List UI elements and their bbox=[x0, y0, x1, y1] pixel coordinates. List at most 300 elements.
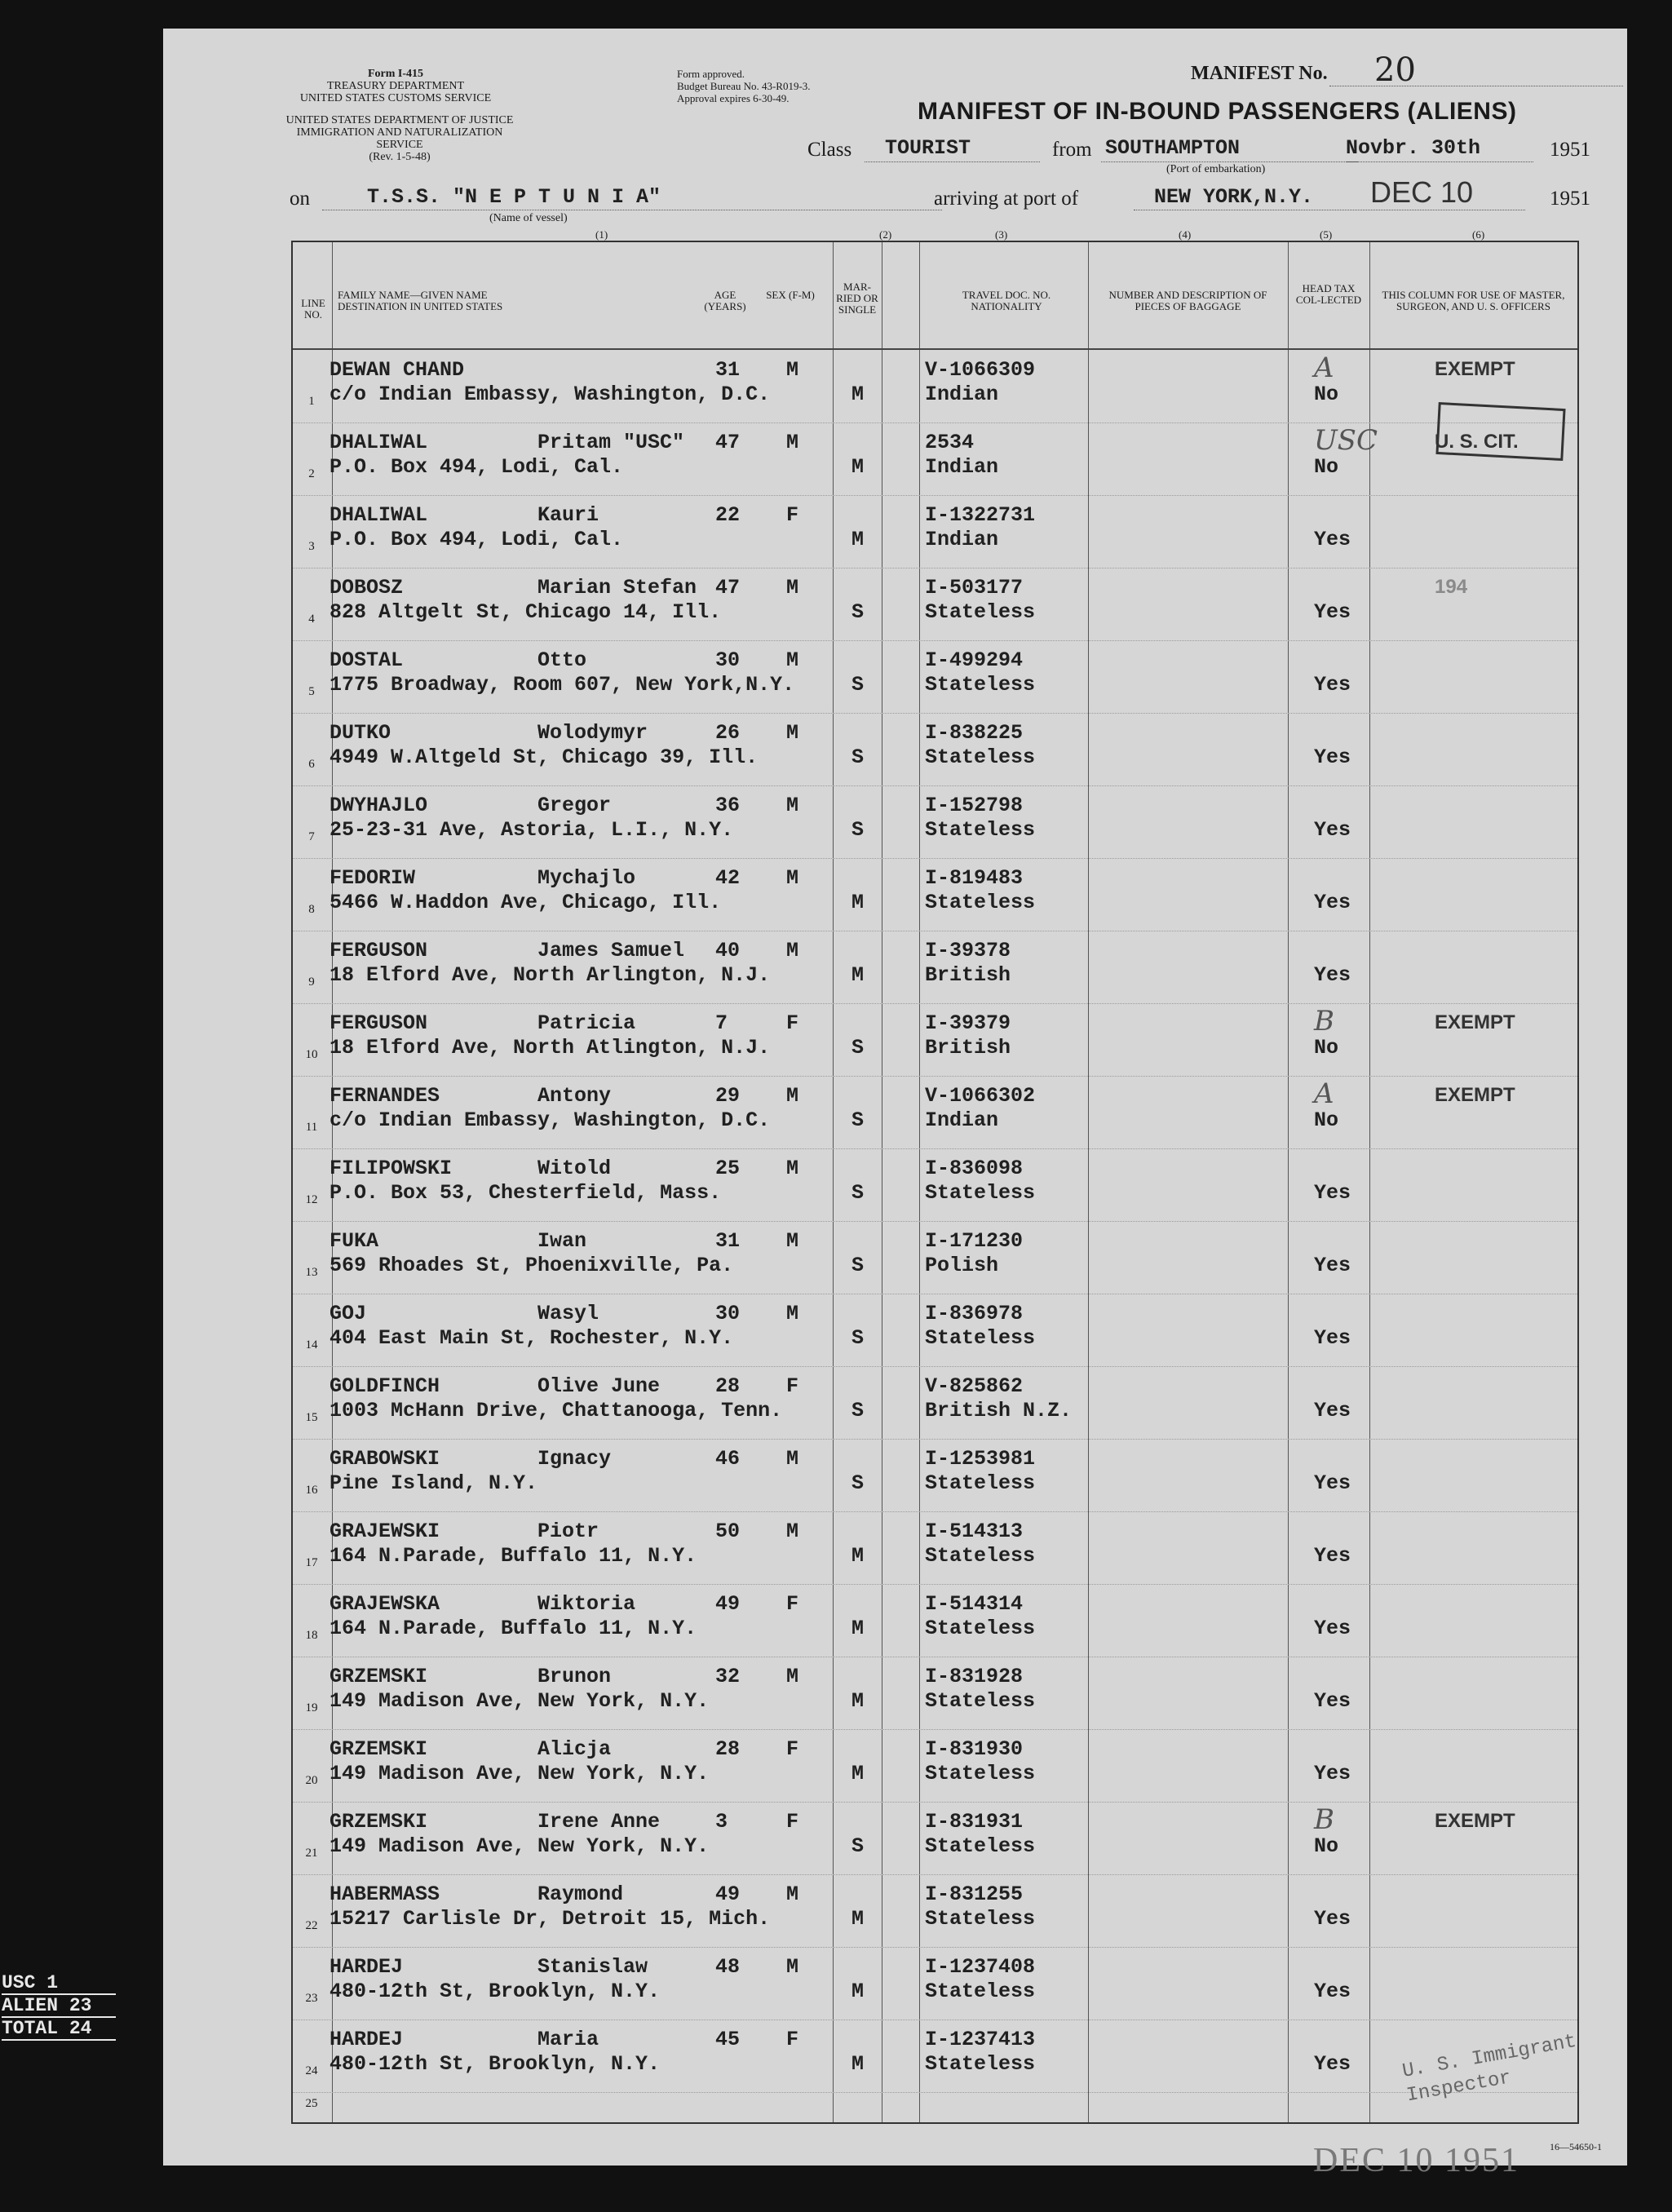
head-tax-collected: Yes bbox=[1314, 1254, 1351, 1277]
marital-status: S bbox=[851, 1254, 865, 1277]
line-number: 10 bbox=[305, 1048, 318, 1061]
colnum-3: (3) bbox=[995, 228, 1008, 241]
officer-stamp: EXEMPT bbox=[1435, 358, 1515, 380]
given-name: Mychajlo bbox=[537, 866, 636, 890]
col-officers-header: THIS COLUMN FOR USE OF MASTER, SURGEON, AND U. S. OFFICERS bbox=[1382, 289, 1565, 312]
class-underline bbox=[865, 161, 1040, 162]
family-name: GRZEMSKI bbox=[330, 1810, 428, 1834]
head-tax-collected: Yes bbox=[1314, 1907, 1351, 1931]
given-name: James Samuel bbox=[537, 939, 685, 962]
head-tax-note: A bbox=[1314, 1077, 1334, 1110]
sex: M bbox=[786, 794, 799, 817]
age: 7 bbox=[715, 1011, 728, 1035]
sex: M bbox=[786, 1882, 799, 1906]
arriving-label: arriving at port of bbox=[934, 188, 1079, 210]
table-row bbox=[293, 858, 1577, 931]
marital-status: M bbox=[851, 2052, 865, 2076]
family-name: FUKA bbox=[330, 1229, 379, 1253]
head-tax-collected: No bbox=[1314, 383, 1339, 406]
officer-stamp: U. S. CIT. bbox=[1435, 431, 1519, 453]
table-row bbox=[293, 1148, 1577, 1222]
sex: M bbox=[786, 358, 799, 382]
travel-doc-number: I-39378 bbox=[925, 939, 1011, 962]
line-number: 23 bbox=[305, 1992, 318, 2005]
col-name-header: FAMILY NAME—GIVEN NAME DESTINATION IN UNITED STATES bbox=[338, 289, 503, 312]
table-row bbox=[293, 1003, 1577, 1077]
colnum-2: (2) bbox=[879, 228, 892, 241]
nationality: Indian bbox=[925, 383, 999, 406]
head-tax-collected: Yes bbox=[1314, 528, 1351, 551]
summary-box bbox=[2, 1972, 116, 2041]
line-number: 6 bbox=[308, 758, 315, 771]
arrival-date-stamp: DEC 10 bbox=[1370, 175, 1474, 209]
nationality: Stateless bbox=[925, 1689, 1036, 1713]
given-name: Antony bbox=[537, 1084, 612, 1108]
col-sex-header: SEX (F-M) bbox=[766, 289, 815, 301]
officer-stamp: EXEMPT bbox=[1435, 1084, 1515, 1106]
nationality: Stateless bbox=[925, 1326, 1036, 1350]
family-name: FERGUSON bbox=[330, 1011, 428, 1035]
marital-status: M bbox=[851, 891, 865, 914]
head-tax-collected: Yes bbox=[1314, 963, 1351, 987]
sex: M bbox=[786, 648, 799, 672]
head-tax-collected: Yes bbox=[1314, 1689, 1351, 1713]
destination-address: 5466 W.Haddon Ave, Chicago, Ill. bbox=[330, 891, 722, 914]
line-number: 11 bbox=[305, 1121, 318, 1134]
age: 47 bbox=[715, 431, 741, 454]
nationality: British N.Z. bbox=[925, 1399, 1073, 1422]
age: 26 bbox=[715, 721, 741, 745]
sex: M bbox=[786, 1302, 799, 1325]
age: 40 bbox=[715, 939, 741, 962]
embark-note: (Port of embarkation) bbox=[1166, 163, 1266, 175]
marital-status: M bbox=[851, 1907, 865, 1931]
line-number: 25 bbox=[305, 2097, 318, 2110]
travel-doc-number: I-836098 bbox=[925, 1157, 1024, 1180]
usc-box-border bbox=[1435, 402, 1565, 461]
given-name: Pritam "USC" bbox=[537, 431, 685, 454]
line-number: 15 bbox=[305, 1411, 318, 1424]
family-name: DHALIWAL bbox=[330, 431, 428, 454]
line-number: 12 bbox=[305, 1193, 318, 1206]
marital-status: S bbox=[851, 1036, 865, 1060]
line-number: 19 bbox=[305, 1701, 318, 1714]
line-number: 24 bbox=[305, 2064, 318, 2077]
head-tax-collected: Yes bbox=[1314, 2052, 1351, 2076]
destination-address: 18 Elford Ave, North Atlington, N.J. bbox=[330, 1036, 771, 1060]
travel-doc-number: I-514313 bbox=[925, 1520, 1024, 1543]
given-name: Maria bbox=[537, 2028, 599, 2051]
travel-doc-number: I-1253981 bbox=[925, 1447, 1036, 1471]
travel-doc-number: I-152798 bbox=[925, 794, 1024, 817]
given-name: Otto bbox=[537, 648, 587, 672]
table-row bbox=[293, 1874, 1577, 1948]
family-name: FILIPOWSKI bbox=[330, 1157, 453, 1180]
travel-doc-number: 2534 bbox=[925, 431, 975, 454]
given-name: Stanislaw bbox=[537, 1955, 648, 1979]
summary-usc: USC 1 bbox=[2, 1972, 59, 1993]
marital-status: M bbox=[851, 1689, 865, 1713]
customs-label: UNITED STATES CUSTOMS SERVICE bbox=[299, 92, 492, 104]
nationality: Stateless bbox=[925, 1834, 1036, 1858]
table-row bbox=[293, 1729, 1577, 1803]
head-tax-collected: Yes bbox=[1314, 1544, 1351, 1568]
col-baggage-header: NUMBER AND DESCRIPTION OF PIECES OF BAGGAGE bbox=[1108, 289, 1267, 312]
sex: M bbox=[786, 1229, 799, 1253]
line-number: 14 bbox=[305, 1338, 318, 1352]
line-number: 5 bbox=[308, 685, 315, 698]
destination-address: 480-12th St, Brooklyn, N.Y. bbox=[330, 1980, 661, 2003]
colnum-5: (5) bbox=[1320, 228, 1333, 241]
sex: M bbox=[786, 939, 799, 962]
colnum-1: (1) bbox=[595, 228, 608, 241]
sex: F bbox=[786, 1374, 799, 1398]
destination-address: 569 Rhoades St, Phoenixville, Pa. bbox=[330, 1254, 734, 1277]
family-name: GRABOWSKI bbox=[330, 1447, 440, 1471]
nationality: Stateless bbox=[925, 818, 1036, 842]
table-row bbox=[293, 1802, 1577, 1875]
table-row bbox=[293, 568, 1577, 641]
family-name: HARDEJ bbox=[330, 2028, 404, 2051]
approval-block bbox=[677, 68, 881, 104]
nationality: Stateless bbox=[925, 1471, 1036, 1495]
head-tax-note: USC bbox=[1314, 424, 1378, 457]
nationality: Stateless bbox=[925, 1181, 1036, 1205]
line-number: 22 bbox=[305, 1919, 318, 1932]
line-number: 17 bbox=[305, 1556, 318, 1569]
line-number: 7 bbox=[308, 830, 315, 843]
nationality: Polish bbox=[925, 1254, 999, 1277]
officer-stamp: EXEMPT bbox=[1435, 1011, 1515, 1033]
approval-label: Form approved. bbox=[677, 68, 745, 80]
given-name: Witold bbox=[537, 1157, 612, 1180]
given-name: Marian Stefan bbox=[537, 576, 697, 599]
travel-doc-number: I-836978 bbox=[925, 1302, 1024, 1325]
departure-date: Novbr. 30th bbox=[1346, 136, 1481, 160]
marital-status: S bbox=[851, 673, 865, 697]
given-name: Patricia bbox=[537, 1011, 636, 1035]
given-name: Alicja bbox=[537, 1737, 612, 1761]
destination-address: 404 East Main St, Rochester, N.Y. bbox=[330, 1326, 734, 1350]
table-row bbox=[293, 931, 1577, 1004]
summary-total: TOTAL 24 bbox=[2, 2016, 116, 2041]
nationality: Stateless bbox=[925, 1907, 1036, 1931]
family-name: DOSTAL bbox=[330, 648, 404, 672]
given-name: Wasyl bbox=[537, 1302, 599, 1325]
form-agency-block bbox=[269, 68, 522, 104]
head-tax-collected: Yes bbox=[1314, 1471, 1351, 1495]
table-row bbox=[293, 640, 1577, 714]
sex: M bbox=[786, 1157, 799, 1180]
age: 30 bbox=[715, 648, 741, 672]
col-line-header: LINE NO. bbox=[301, 297, 325, 321]
head-tax-collected: Yes bbox=[1314, 1980, 1351, 2003]
family-name: GOJ bbox=[330, 1302, 367, 1325]
manifest-no-label: MANIFEST No. bbox=[1191, 63, 1328, 84]
from-label: from bbox=[1052, 139, 1092, 161]
marital-status: S bbox=[851, 1326, 865, 1350]
nationality: Stateless bbox=[925, 891, 1036, 914]
given-name: Olive June bbox=[537, 1374, 661, 1398]
head-tax-collected: Yes bbox=[1314, 1326, 1351, 1350]
given-name: Irene Anne bbox=[537, 1810, 661, 1834]
given-name: Brunon bbox=[537, 1665, 612, 1688]
sex: M bbox=[786, 866, 799, 890]
inspector-label: U. S. Immigrant Inspector bbox=[1400, 2030, 1578, 2108]
destination-address: 828 Altgelt St, Chicago 14, Ill. bbox=[330, 600, 722, 624]
marital-status: S bbox=[851, 1399, 865, 1422]
family-name: DUTKO bbox=[330, 721, 391, 745]
travel-doc-number: V-1066302 bbox=[925, 1084, 1036, 1108]
age: 31 bbox=[715, 1229, 741, 1253]
marital-status: S bbox=[851, 818, 865, 842]
arrival-port-value: NEW YORK,N.Y. bbox=[1154, 185, 1314, 209]
table-row bbox=[293, 422, 1577, 496]
age: 47 bbox=[715, 576, 741, 599]
destination-address: 149 Madison Ave, New York, N.Y. bbox=[330, 1834, 710, 1858]
table-row bbox=[293, 1439, 1577, 1512]
given-name: Gregor bbox=[537, 794, 612, 817]
nationality: British bbox=[925, 963, 1011, 987]
footer-date-stamp: DEC 10 1951 bbox=[1313, 2142, 1519, 2179]
departure-underline bbox=[1346, 161, 1533, 162]
head-tax-collected: Yes bbox=[1314, 1399, 1351, 1422]
officer-stamp: 194 bbox=[1435, 576, 1468, 598]
marital-status: M bbox=[851, 1980, 865, 2003]
given-name: Iwan bbox=[537, 1229, 587, 1253]
marital-status: M bbox=[851, 1544, 865, 1568]
table-row bbox=[293, 1584, 1577, 1657]
given-name: Wolodymyr bbox=[537, 721, 648, 745]
sex: M bbox=[786, 1665, 799, 1688]
age: 28 bbox=[715, 1737, 741, 1761]
family-name: HABERMASS bbox=[330, 1882, 440, 1906]
marital-status: M bbox=[851, 963, 865, 987]
destination-address: c/o Indian Embassy, Washington, D.C. bbox=[330, 383, 771, 406]
sex: F bbox=[786, 1737, 799, 1761]
age: 49 bbox=[715, 1882, 741, 1906]
head-tax-collected: Yes bbox=[1314, 600, 1351, 624]
marital-status: M bbox=[851, 383, 865, 406]
destination-address: 149 Madison Ave, New York, N.Y. bbox=[330, 1689, 710, 1713]
officer-stamp: EXEMPT bbox=[1435, 1810, 1515, 1832]
age: 29 bbox=[715, 1084, 741, 1108]
nationality: Indian bbox=[925, 1108, 999, 1132]
family-name: GRAJEWSKA bbox=[330, 1592, 440, 1616]
line-number: 8 bbox=[308, 903, 315, 916]
family-name: DWYHAJLO bbox=[330, 794, 428, 817]
age: 42 bbox=[715, 866, 741, 890]
destination-address: 1775 Broadway, Room 607, New York,N.Y. bbox=[330, 673, 795, 697]
sex: M bbox=[786, 431, 799, 454]
sex: F bbox=[786, 1011, 799, 1035]
vessel-note: (Name of vessel) bbox=[489, 212, 568, 224]
table-row bbox=[293, 785, 1577, 859]
head-tax-collected: No bbox=[1314, 1036, 1339, 1060]
table-row bbox=[293, 1947, 1577, 2020]
destination-address: 25-23-31 Ave, Astoria, L.I., N.Y. bbox=[330, 818, 734, 842]
family-name: GRZEMSKI bbox=[330, 1665, 428, 1688]
destination-address: 1003 McHann Drive, Chattanooga, Tenn. bbox=[330, 1399, 783, 1422]
marital-status: S bbox=[851, 1834, 865, 1858]
marital-status: M bbox=[851, 1617, 865, 1640]
table-row bbox=[293, 1294, 1577, 1367]
table-row bbox=[293, 1366, 1577, 1440]
destination-address: P.O. Box 494, Lodi, Cal. bbox=[330, 528, 624, 551]
travel-doc-number: I-503177 bbox=[925, 576, 1024, 599]
age: 32 bbox=[715, 1665, 741, 1688]
sex: M bbox=[786, 1955, 799, 1979]
on-label: on bbox=[290, 188, 310, 210]
marital-status: M bbox=[851, 455, 865, 479]
destination-address: 18 Elford Ave, North Arlington, N.J. bbox=[330, 963, 771, 987]
head-tax-collected: Yes bbox=[1314, 745, 1351, 769]
destination-address: 164 N.Parade, Buffalo 11, N.Y. bbox=[330, 1617, 697, 1640]
travel-doc-number: I-819483 bbox=[925, 866, 1024, 890]
col-doc-header: TRAVEL DOC. NO. NATIONALITY bbox=[962, 289, 1051, 312]
family-name: FEDORIW bbox=[330, 866, 416, 890]
age: 49 bbox=[715, 1592, 741, 1616]
head-tax-collected: No bbox=[1314, 455, 1339, 479]
colnum-4: (4) bbox=[1179, 228, 1192, 241]
given-name: Raymond bbox=[537, 1882, 624, 1906]
nationality: Stateless bbox=[925, 745, 1036, 769]
head-tax-collected: Yes bbox=[1314, 818, 1351, 842]
sex: M bbox=[786, 1447, 799, 1471]
marital-status: S bbox=[851, 600, 865, 624]
nationality: British bbox=[925, 1036, 1011, 1060]
family-name: FERGUSON bbox=[330, 939, 428, 962]
from-underline bbox=[1101, 161, 1358, 162]
passenger-table bbox=[291, 241, 1579, 2124]
treasury-label: TREASURY DEPARTMENT bbox=[326, 80, 465, 92]
destination-address: Pine Island, N.Y. bbox=[330, 1471, 538, 1495]
travel-doc-number: I-1237408 bbox=[925, 1955, 1036, 1979]
class-value: TOURIST bbox=[885, 136, 971, 160]
travel-doc-number: I-831255 bbox=[925, 1882, 1024, 1906]
given-name: Wiktoria bbox=[537, 1592, 636, 1616]
family-name: FERNANDES bbox=[330, 1084, 440, 1108]
class-label: Class bbox=[807, 139, 852, 161]
nationality: Stateless bbox=[925, 1544, 1036, 1568]
justice-label: UNITED STATES DEPARTMENT OF JUSTICE bbox=[285, 114, 514, 126]
manifest-title: MANIFEST OF IN-BOUND PASSENGERS (ALIENS) bbox=[918, 98, 1517, 125]
justice-block bbox=[277, 114, 522, 163]
travel-doc-number: I-499294 bbox=[925, 648, 1024, 672]
table-row bbox=[293, 350, 1577, 423]
nationality: Stateless bbox=[925, 600, 1036, 624]
line-number: 20 bbox=[305, 1774, 318, 1787]
travel-doc-number: I-1322731 bbox=[925, 503, 1036, 527]
nationality: Stateless bbox=[925, 2052, 1036, 2076]
revision-label: (Rev. 1-5-48) bbox=[369, 151, 431, 163]
age: 45 bbox=[715, 2028, 741, 2051]
head-tax-collected: Yes bbox=[1314, 1617, 1351, 1640]
expires-label: Approval expires 6-30-49. bbox=[677, 92, 790, 104]
family-name: GRAJEWSKI bbox=[330, 1520, 440, 1543]
nationality: Stateless bbox=[925, 1980, 1036, 2003]
budget-label: Budget Bureau No. 43-R019-3. bbox=[677, 80, 811, 92]
sex: F bbox=[786, 503, 799, 527]
age: 31 bbox=[715, 358, 741, 382]
table-row bbox=[293, 1657, 1577, 1730]
table-row bbox=[293, 495, 1577, 568]
destination-address: 149 Madison Ave, New York, N.Y. bbox=[330, 1762, 710, 1785]
age: 48 bbox=[715, 1955, 741, 1979]
destination-address: c/o Indian Embassy, Washington, D.C. bbox=[330, 1108, 771, 1132]
head-tax-collected: No bbox=[1314, 1108, 1339, 1132]
head-tax-note: B bbox=[1314, 1005, 1334, 1037]
manifest-no-value: 20 bbox=[1374, 51, 1416, 89]
marital-status: S bbox=[851, 1108, 865, 1132]
line-number: 4 bbox=[308, 613, 315, 626]
manifest-page bbox=[163, 29, 1627, 2179]
travel-doc-number: I-831931 bbox=[925, 1810, 1024, 1834]
sex: M bbox=[786, 1084, 799, 1108]
line-number: 16 bbox=[305, 1484, 318, 1497]
table-row bbox=[293, 1511, 1577, 1585]
table-row bbox=[293, 1076, 1577, 1149]
travel-doc-number: V-1066309 bbox=[925, 358, 1036, 382]
from-port-value: SOUTHAMPTON bbox=[1105, 136, 1241, 160]
family-name: DEWAN CHAND bbox=[330, 358, 465, 382]
table-row bbox=[293, 1221, 1577, 1294]
given-name: Ignacy bbox=[537, 1447, 612, 1471]
age: 28 bbox=[715, 1374, 741, 1398]
sex: F bbox=[786, 1810, 799, 1834]
summary-alien: ALIEN 23 bbox=[2, 1993, 116, 2016]
marital-status: S bbox=[851, 1181, 865, 1205]
family-name: GRZEMSKI bbox=[330, 1737, 428, 1761]
destination-address: P.O. Box 53, Chesterfield, Mass. bbox=[330, 1181, 722, 1205]
line-number: 18 bbox=[305, 1629, 318, 1642]
head-tax-note: B bbox=[1314, 1803, 1334, 1836]
destination-address: P.O. Box 494, Lodi, Cal. bbox=[330, 455, 624, 479]
nationality: Stateless bbox=[925, 1617, 1036, 1640]
given-name: Kauri bbox=[537, 503, 599, 527]
family-name: HARDEJ bbox=[330, 1955, 404, 1979]
family-name: DOBOSZ bbox=[330, 576, 404, 599]
family-name: GOLDFINCH bbox=[330, 1374, 440, 1398]
sex: F bbox=[786, 2028, 799, 2051]
line-number: 1 bbox=[308, 395, 315, 408]
sex: M bbox=[786, 721, 799, 745]
age: 30 bbox=[715, 1302, 741, 1325]
marital-status: S bbox=[851, 745, 865, 769]
line-number: 9 bbox=[308, 975, 315, 989]
nationality: Indian bbox=[925, 455, 999, 479]
colnum-6: (6) bbox=[1472, 228, 1485, 241]
age: 22 bbox=[715, 503, 741, 527]
destination-address: 164 N.Parade, Buffalo 11, N.Y. bbox=[330, 1544, 697, 1568]
destination-address: 480-12th St, Brooklyn, N.Y. bbox=[330, 2052, 661, 2076]
age: 50 bbox=[715, 1520, 741, 1543]
head-tax-collected: No bbox=[1314, 1834, 1339, 1858]
head-tax-collected: Yes bbox=[1314, 1762, 1351, 1785]
age: 46 bbox=[715, 1447, 741, 1471]
travel-doc-number: I-514314 bbox=[925, 1592, 1024, 1616]
form-code: 16—54650-1 bbox=[1550, 2141, 1602, 2152]
travel-doc-number: I-171230 bbox=[925, 1229, 1024, 1253]
table-row bbox=[293, 2020, 1577, 2093]
departure-year: 1951 bbox=[1550, 139, 1590, 161]
line-number: 2 bbox=[308, 467, 315, 480]
age: 3 bbox=[715, 1810, 728, 1834]
ins-label: IMMIGRATION AND NATURALIZATION SERVICE bbox=[296, 126, 503, 151]
travel-doc-number: I-831930 bbox=[925, 1737, 1024, 1761]
destination-address: 4949 W.Altgeld St, Chicago 39, Ill. bbox=[330, 745, 759, 769]
table-row bbox=[293, 713, 1577, 786]
